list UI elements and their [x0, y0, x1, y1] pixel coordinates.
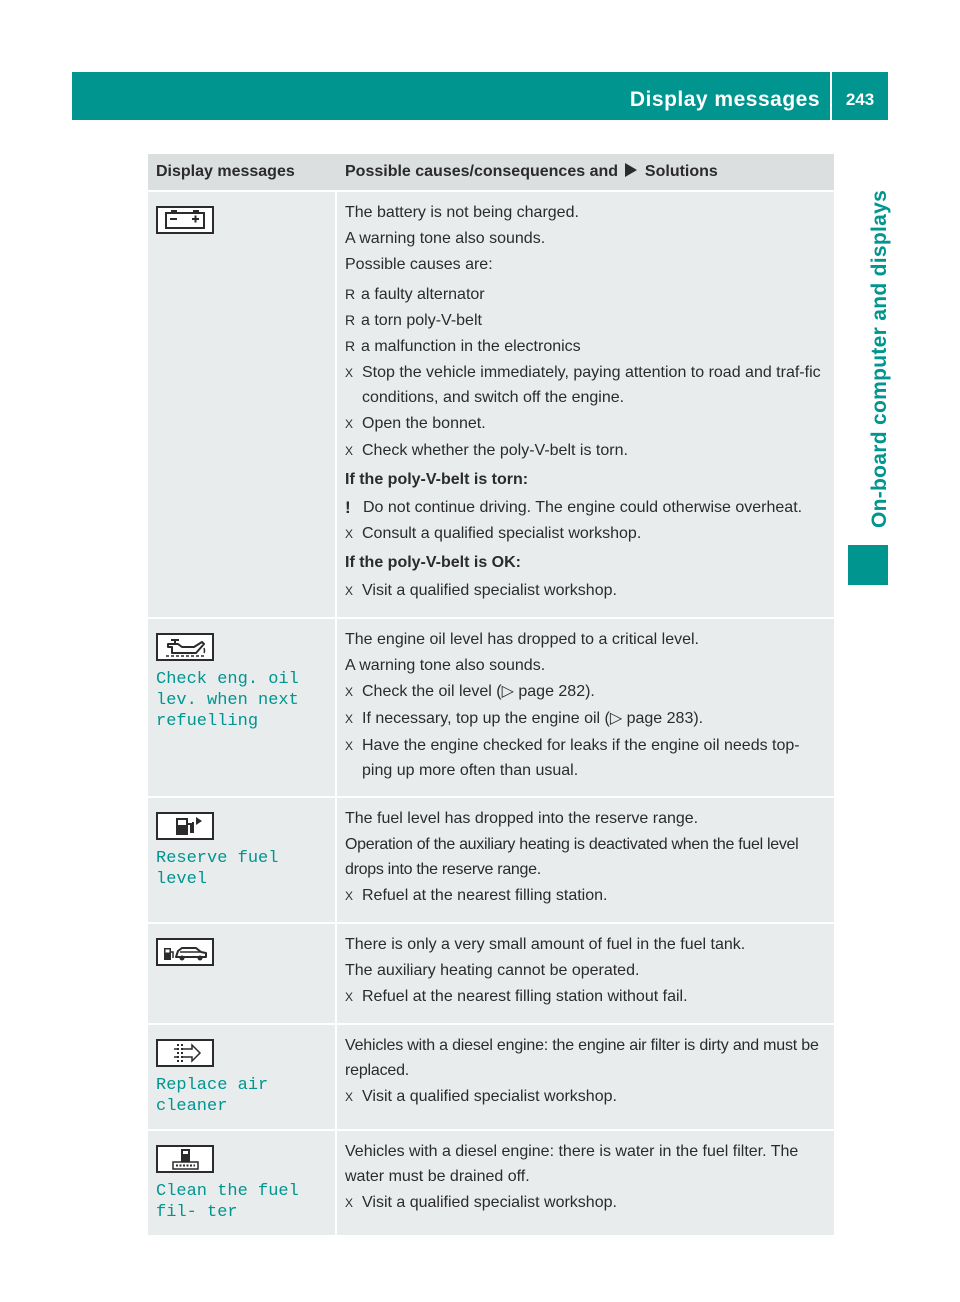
bullet-marker: R: [345, 286, 356, 302]
air-filter-icon: [156, 1039, 214, 1067]
step-item: [345, 1190, 826, 1216]
step-item: [345, 679, 826, 705]
step-marker: X: [345, 417, 354, 431]
solution-cell: [337, 922, 834, 1023]
cause-text: The engine oil level has dropped to a critical level.: [345, 631, 699, 648]
step-item: [345, 1084, 826, 1110]
step-text: Visit a qualified specialist workshop.: [362, 1194, 617, 1211]
column-header-solutions-suffix: Solutions: [644, 162, 718, 180]
step-item: [345, 578, 826, 604]
warning-text: Do not continue driving. The engine could otherwise overheat.: [363, 499, 803, 516]
solution-cell: [337, 190, 834, 617]
play-arrow-icon: [624, 162, 638, 183]
display-message-text: Clean the fuel fil- ter: [156, 1182, 299, 1222]
display-messages-table: [148, 154, 834, 1235]
step-text: Visit a qualified specialist workshop.: [362, 1088, 617, 1105]
display-message-text: Replace air cleaner: [156, 1076, 269, 1116]
step-text: Check the oil level (▷ page 282).: [362, 683, 595, 700]
condition-heading: If the poly-V-belt is torn:: [345, 471, 529, 488]
solution-cell: [337, 1023, 834, 1129]
chapter-tab: [848, 130, 891, 530]
message-cell: [148, 796, 337, 922]
warning-icon: !: [345, 498, 351, 517]
step-text: Refuel at the nearest filling station without fail.: [362, 988, 688, 1005]
cause-text: The auxiliary heating cannot be operated.: [345, 962, 640, 979]
step-item: [345, 360, 826, 410]
chapter-label: On-board computer and displays: [868, 189, 891, 528]
fuel-car-icon: [156, 938, 214, 966]
bullet-text: a faulty alternator: [361, 286, 485, 303]
display-message-text: Reserve fuel level: [156, 849, 279, 889]
battery-icon: [156, 206, 214, 234]
condition-heading: If the poly-V-belt is OK:: [345, 554, 522, 571]
message-cell: [148, 1023, 337, 1129]
cause-text: Possible causes are:: [345, 256, 493, 273]
step-marker: X: [345, 444, 354, 458]
column-header-solutions-prefix: Possible causes/consequences and: [345, 162, 619, 180]
message-cell: [148, 617, 337, 796]
step-marker: X: [345, 1196, 354, 1210]
bullet-marker: R: [345, 312, 356, 328]
cause-text: The battery is not being charged.: [345, 204, 579, 221]
step-marker: X: [345, 739, 354, 753]
step-item: [345, 883, 826, 909]
step-text: Refuel at the nearest filling station.: [362, 887, 608, 904]
table-row: [148, 1023, 834, 1129]
step-marker: X: [345, 527, 354, 541]
step-marker: X: [345, 584, 354, 598]
cause-text: The fuel level has dropped into the reserve range.: [345, 810, 699, 827]
bullet-marker: R: [345, 338, 356, 354]
table-row: [148, 617, 834, 796]
fuel-pump-icon: [156, 812, 214, 840]
table-header-row: [148, 154, 834, 190]
bullet-item: [345, 308, 826, 333]
cause-text: Vehicles with a diesel engine: the engine air filter is dirty and must be replaced.: [345, 1037, 819, 1079]
step-text: Consult a qualified specialist workshop.: [362, 525, 642, 542]
step-text: Open the bonnet.: [362, 415, 486, 432]
step-marker: X: [345, 366, 354, 380]
step-item: [345, 984, 826, 1010]
step-item: [345, 411, 826, 437]
page-title: Display messages: [629, 88, 820, 111]
bullet-text: a malfunction in the electronics: [361, 338, 581, 355]
fuel-filter-icon: [156, 1145, 214, 1173]
step-marker: X: [345, 990, 354, 1004]
bullet-item: [345, 334, 826, 359]
solution-cell: [337, 1129, 834, 1235]
page-number: 243: [845, 90, 875, 109]
step-item: [345, 521, 826, 547]
step-text: Check whether the poly-V-belt is torn.: [362, 442, 628, 459]
step-marker: X: [345, 685, 354, 699]
table-row: [148, 922, 834, 1023]
step-text: Have the engine checked for leaks if the engine oil needs top-ping up more often than usual.: [362, 737, 800, 779]
bullet-item: [345, 282, 826, 307]
step-item: [345, 706, 826, 732]
table-row: [148, 796, 834, 922]
step-marker: X: [345, 1090, 354, 1104]
step-marker: X: [345, 712, 354, 726]
page-header: [72, 72, 888, 120]
table-row: [148, 1129, 834, 1235]
message-cell: [148, 190, 337, 617]
step-marker: X: [345, 889, 354, 903]
table-row: [148, 190, 834, 617]
cause-text: A warning tone also sounds.: [345, 657, 546, 674]
column-header-solutions: [337, 154, 834, 190]
solution-cell: [337, 617, 834, 796]
cause-text: Vehicles with a diesel engine: there is water in the fuel filter. The water must be drained off.: [345, 1143, 799, 1185]
cause-text: There is only a very small amount of fuel in the fuel tank.: [345, 936, 746, 953]
step-text: Stop the vehicle immediately, paying attention to road and traf-fic conditions, and switch off the engine.: [362, 364, 821, 406]
step-item: [345, 438, 826, 464]
display-message-text: Check eng. oil lev. when next refuelling: [156, 670, 299, 731]
cause-text: Operation of the auxiliary heating is deactivated when the fuel level drops into the reserve range.: [345, 836, 799, 878]
message-cell: [148, 1129, 337, 1235]
step-item: [345, 733, 826, 783]
step-text: If necessary, top up the engine oil (▷ page 283).: [362, 710, 704, 727]
bullet-text: a torn poly-V-belt: [361, 312, 482, 329]
cause-text: A warning tone also sounds.: [345, 230, 546, 247]
oil-can-icon: [156, 633, 214, 661]
message-cell: [148, 922, 337, 1023]
warning-item: [345, 495, 826, 520]
column-header-messages: Display messages: [148, 154, 337, 190]
step-text: Visit a qualified specialist workshop.: [362, 582, 617, 599]
chapter-marker: [848, 545, 888, 585]
solution-cell: [337, 796, 834, 922]
